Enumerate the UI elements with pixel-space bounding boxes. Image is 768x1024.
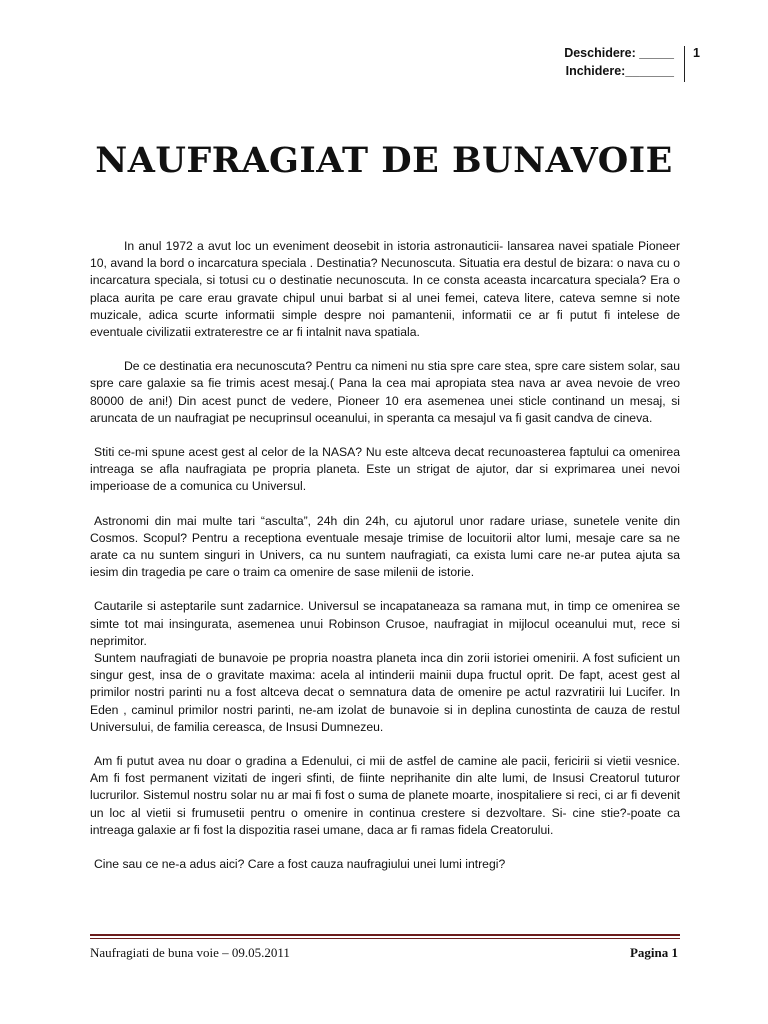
paragraph-7: Am fi putut avea nu doar o gradina a Edenului, ci mii de astfel de camine ale pacii, fericirii si vietii vesnice. Am fi fost permanent vizitati de ingeri sfinti, de fiinte neprihanite din alte lumi, de Insusi Creatorul tuturor lucrurilor. Sistemul nostru solar nu ar mai fi fost o suma de planete moarte, inospitaliere si reci, ci ar fi devenit un loc al vietii si frumusetii pentru o omenire in continua crestere si dezvoltare. Si- cine stie?-poate ca intreaga galaxie ar fi fost la dispozitia rasei umane, daca ar fi ramas fidela Creatorului. — [90, 754, 680, 837]
footer-title-date: Naufragiati de buna voie – 09.05.2011 — [90, 945, 290, 960]
paragraph-8: Cine sau ce ne-a adus aici? Care a fost cauza naufragiului unei lumi intregi? — [94, 857, 506, 872]
closing-field: Inchidere:_______ — [565, 64, 674, 78]
paragraph-6: Suntem naufragiati de bunavoie pe propria noastra planeta inca din zorii istoriei omenirii. A fost suficient un singur gest, insa de o gravitate maxima: acela al intinderii mainii dupa fructul oprit. De fapt, acest gest al primilor nostri parinti nu a fost altceva decat o semnatura data de omenire pe actul razvratirii lui Lucifer. In Eden , caminul primilor nostri parinti, ne-am izolat de bunavoie si in deplina cunostinta de cauza de restul Universului, de familia cereasca, de Insusi Dumnezeu. — [90, 651, 680, 734]
header-block — [560, 46, 760, 86]
paragraph-4: Astronomi din mai multe tari “asculta”, 24h din 24h, cu ajutorul unor radare uriase, sunetele venite din Cosmos. Scopul? Pentru a receptiona eventuale mesaje trimise de locuitorii altor lumi, mesaje care sa ne arate ca nu suntem singuri in Univers, ca nu suntem naufragiati, ca exista lumi care ne-ar putea ajuta sa iesim din tragedia pe care o traim ca omenire de sase milenii de istorie. — [90, 513, 680, 580]
paragraph-1: In anul 1972 a avut loc un eveniment deosebit in istoria astronauticii- lansarea navei spatiale Pioneer 10, avand la bord o incarcatura speciala . Destinatia? Necunoscuta. Situatia era destul de bizara: o nava cu o incarcatura speciala, si totusi cu o destinatie necunoscuta. In ce consta aceasta incarcatura speciala? Era o placa aurita pe care erau gravate chipul unui barbat si al unei femei, cateva litere, cateva semne si note muzicale, adica scurte informatii simple despre noi pamantenii, informatii ce ar fi putut fi intelese de eventuale civilizatii extraterestre ce ar fi intalnit nava spatiala. — [90, 239, 680, 340]
header-page-number: 1 — [693, 46, 700, 60]
header-divider — [684, 46, 685, 82]
footer-page-label: Pagina 1 — [629, 945, 678, 960]
opening-field: Deschidere: _____ — [564, 46, 674, 60]
footer-rule-thick — [90, 934, 680, 936]
paragraph-2: De ce destinatia era necunoscuta? Pentru ca nimeni nu stia spre care stea, spre care sistem solar, sau spre care galaxie sa fie trimis acest mesaj.( Pana la cea mai apropiata stea nava ar avea nevoie de vreo 80000 de ani!) Din acest punct de vedere, Pioneer 10 era asemenea unei sticle continand un mesaj, si aruncata de un naufragiat pe necuprinsul oceanului, in speranta ca mesajul va fi gasit candva de cineva. — [90, 359, 680, 425]
document-title: NAUFRAGIAT DE BUNAVOIE — [95, 140, 673, 181]
document-body — [90, 238, 680, 890]
paragraph-5: Cautarile si asteptarile sunt zadarnice. Universul se incapataneaza sa ramana mut, in timp ce omenirea se simte tot mai insingurata, asemenea unui Robinson Crusoe, naufragiat in mijlocul oceanului mut, rece si neprimitor. — [90, 599, 680, 648]
footer-rule-thin — [90, 938, 680, 939]
paragraph-3: Stiti ce-mi spune acest gest al celor de la NASA? Nu este altceva decat recunoasterea faptului ca omenirea intreaga se afla naufragiata pe propria planeta. Este un strigat de ajutor, dar si exprimarea unei nevoi imperioase de a comunica cu Universul. — [90, 445, 680, 494]
